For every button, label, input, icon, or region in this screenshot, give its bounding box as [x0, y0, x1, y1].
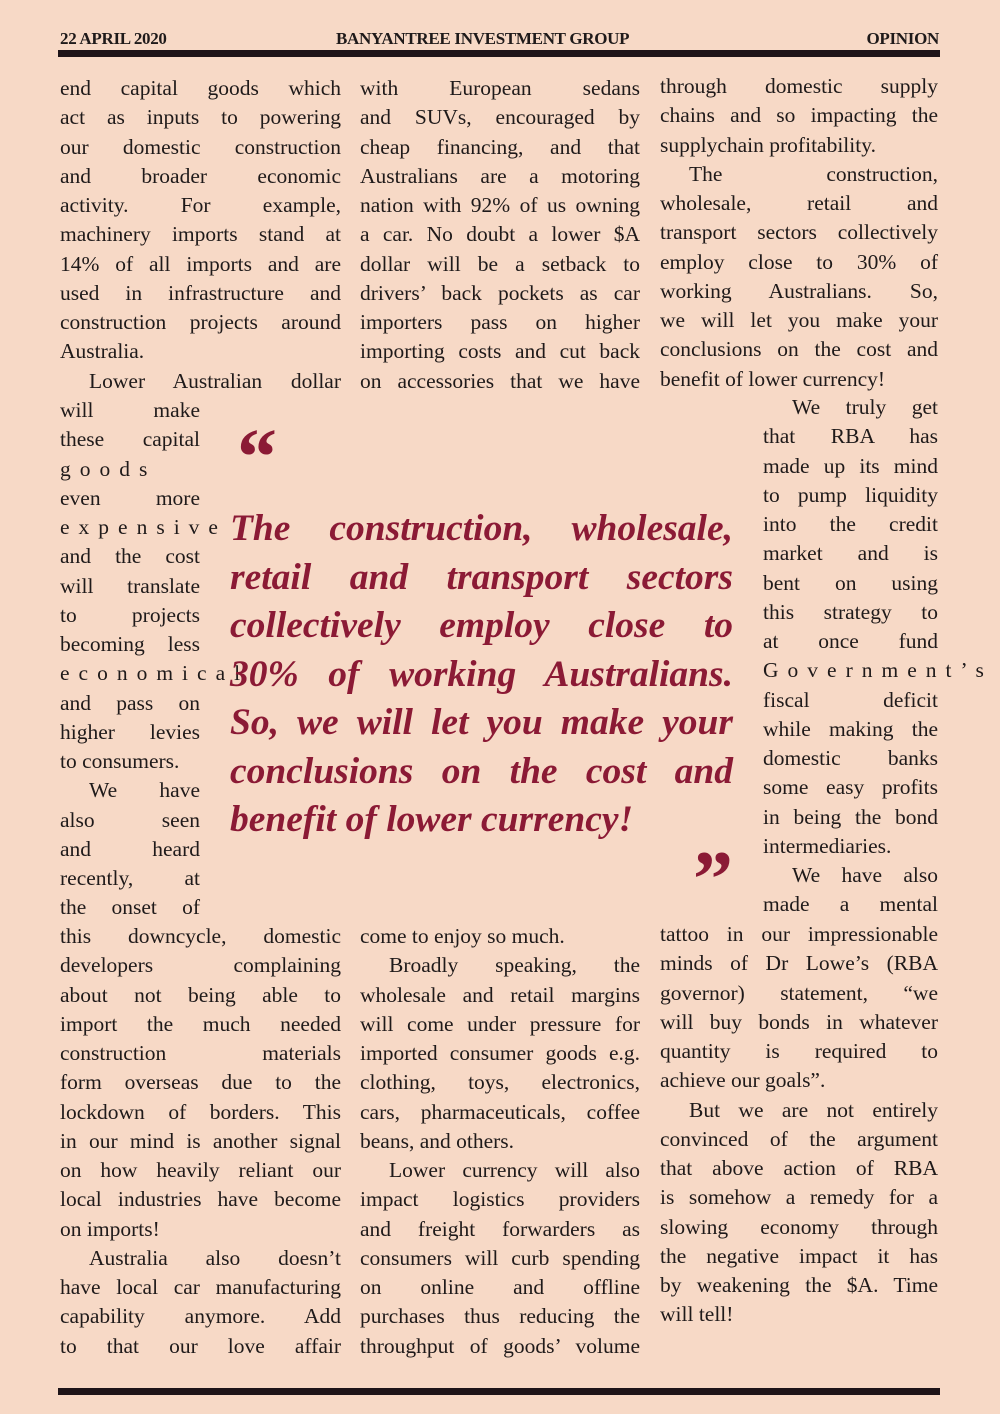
text-line: The construction,	[689, 161, 938, 186]
footer-rule	[58, 1388, 940, 1395]
text-line: the negative impact it has	[660, 1243, 938, 1268]
text-line: at once fund	[763, 629, 938, 653]
text-line: beans, and others.	[360, 1128, 515, 1153]
text-line: benefit of lower currency!	[660, 366, 886, 391]
text-line: on imports!	[60, 1216, 160, 1241]
text-line: developers complaining	[60, 953, 341, 978]
text-line: on accessories that we have	[360, 368, 640, 393]
text-line: some easy profits	[763, 775, 938, 800]
col1-bottom	[60, 922, 341, 1361]
text-line: minds of Dr Lowe’s (RBA	[660, 951, 938, 976]
text-line: to consumers.	[60, 749, 180, 773]
text-line: Government’s	[763, 658, 993, 683]
header-publication: BANYANTREE INVESTMENT GROUP	[336, 29, 630, 48]
header-rule	[58, 50, 940, 57]
text-line: to that our love affair	[60, 1333, 341, 1358]
pull-quote-line: collectively employ close to	[230, 605, 733, 646]
pull-quote-line: retail and transport sectors	[230, 556, 733, 598]
text-line: the onset of	[60, 895, 200, 920]
header-section: OPINION	[866, 29, 939, 48]
text-line: this downcycle, domestic	[60, 924, 341, 948]
text-line: goods	[60, 456, 157, 481]
text-line: We have	[89, 778, 200, 803]
text-line: recently, at	[60, 866, 200, 890]
text-line: employ close to 30% of	[660, 249, 938, 274]
text-line: importers pass on higher	[360, 310, 640, 334]
text-line: in being the bond	[763, 804, 938, 829]
text-line: consumers will curb spending	[360, 1245, 640, 1270]
text-line: lockdown of borders. This	[60, 1099, 341, 1124]
text-line: domestic banks	[763, 746, 938, 770]
text-line: construction materials	[60, 1041, 341, 1065]
pull-quote	[230, 505, 733, 845]
text-line: will make	[60, 398, 200, 422]
text-line: import the much needed	[60, 1011, 341, 1036]
text-line: We have also	[792, 863, 938, 887]
text-line: we will let you make your	[660, 308, 938, 332]
col2-bottom	[360, 922, 640, 1361]
pull-quote-line: benefit of lower currency!	[230, 799, 634, 840]
text-line: wholesale and retail margins	[360, 982, 640, 1007]
text-line: working Australians. So,	[660, 278, 938, 303]
text-line: intermediaries.	[763, 833, 892, 858]
text-line: through domestic supply	[660, 74, 938, 98]
text-line: Lower Australian dollar	[89, 368, 341, 393]
text-line: conclusions on the cost and	[660, 337, 938, 362]
text-line: and the cost	[60, 544, 200, 569]
text-line: importing costs and cut back	[360, 339, 640, 364]
text-line: impact logistics providers	[360, 1187, 640, 1212]
text-line: nation with 92% of us owning	[360, 193, 640, 217]
text-line: imported consumer goods e.g.	[360, 1041, 640, 1065]
text-line: end capital goods which	[60, 76, 341, 100]
col1-mid	[60, 396, 250, 923]
text-line: will tell!	[660, 1302, 734, 1327]
text-line: have local car manufacturing	[60, 1275, 341, 1299]
text-line: act as inputs to powering	[60, 105, 341, 130]
text-line: and heard	[60, 836, 200, 861]
text-line: convinced of the argument	[660, 1126, 938, 1151]
text-line: will buy bonds in whatever	[660, 1009, 938, 1034]
text-line: activity. For example,	[60, 193, 341, 217]
text-line: Australia.	[60, 339, 145, 364]
text-line: slowing economy through	[660, 1214, 938, 1239]
text-line: bent on using	[763, 570, 938, 595]
text-line: while making the	[763, 716, 938, 741]
text-line: supplychain profitability.	[660, 132, 876, 157]
text-line: a car. No doubt a lower $A	[360, 222, 640, 247]
text-line: fiscal deficit	[763, 687, 938, 712]
text-line: cheap financing, and that	[360, 134, 640, 159]
text-line: that RBA has	[763, 424, 938, 449]
text-line: our domestic construction	[60, 134, 341, 159]
text-line: this strategy to	[763, 599, 938, 624]
text-line: construction projects around	[60, 310, 341, 334]
pull-quote-line: conclusions on the cost and	[230, 750, 733, 792]
text-line: clothing, toys, electronics,	[360, 1070, 640, 1095]
col2-top	[360, 74, 640, 396]
text-line: on how heavily reliant our	[60, 1158, 341, 1182]
text-line: in our mind is another signal	[60, 1128, 341, 1153]
text-line: and freight forwarders as	[360, 1216, 640, 1241]
text-line: is somehow a remedy for a	[660, 1185, 938, 1210]
text-line: these capital	[60, 427, 200, 452]
text-line: machinery imports stand at	[60, 222, 341, 247]
text-line: and broader economic	[60, 163, 341, 188]
text-line: also seen	[60, 807, 200, 832]
col1-top	[60, 74, 341, 396]
close-quote-mark: ”	[693, 836, 733, 924]
text-line: drivers’ back pockets as car	[360, 280, 640, 305]
text-line: expensive	[60, 515, 227, 539]
pull-quote-line: 30% of working Australians.	[230, 653, 733, 695]
col3-top	[660, 72, 938, 394]
text-line: market and is	[763, 541, 938, 566]
text-line: to projects	[60, 602, 200, 627]
text-line: higher levies	[60, 719, 200, 744]
text-line: We truly get	[792, 395, 938, 419]
header-date: 22 APRIL 2020	[60, 29, 167, 48]
text-line: economical	[60, 661, 250, 686]
text-line: Australia also doesn’t	[89, 1245, 341, 1270]
text-line: transport sectors collectively	[660, 220, 938, 245]
text-line: achieve our goals”.	[660, 1068, 826, 1093]
text-line: that above action of RBA	[660, 1156, 938, 1180]
col3-mid	[763, 393, 993, 920]
text-line: on online and offline	[360, 1275, 640, 1299]
text-line: But we are not entirely	[689, 1097, 938, 1122]
text-line: chains and so impacting the	[660, 103, 938, 128]
text-line: Broadly speaking, the	[389, 953, 640, 978]
text-line: will translate	[60, 573, 200, 598]
text-line: made a mental	[763, 892, 938, 917]
text-line: Australians are a motoring	[360, 163, 640, 188]
text-line: come to enjoy so much.	[360, 924, 565, 948]
text-line: throughput of goods’ volume	[360, 1333, 640, 1358]
text-line: cars, pharmaceuticals, coffee	[360, 1099, 640, 1124]
text-line: to pump liquidity	[763, 482, 938, 507]
text-line: form overseas due to the	[60, 1070, 341, 1095]
text-line: about not being able to	[60, 982, 341, 1007]
text-line: even more	[60, 485, 200, 510]
text-line: wholesale, retail and	[660, 191, 938, 215]
pull-quote-line: So, we will let you make your	[230, 702, 733, 743]
text-line: and SUVs, encouraged by	[360, 105, 640, 130]
text-line: becoming less	[60, 632, 200, 656]
text-line: tattoo in our impressionable	[660, 922, 938, 946]
text-line: dollar will be a setback to	[360, 251, 640, 276]
col3-bottom	[660, 920, 938, 1330]
text-line: with European sedans	[360, 76, 640, 100]
text-line: made up its mind	[763, 453, 938, 478]
text-line: into the credit	[763, 512, 938, 536]
open-quote-mark: “	[237, 414, 277, 502]
text-line: capability anymore. Add	[60, 1304, 341, 1329]
text-line: 14% of all imports and are	[60, 251, 341, 276]
text-line: governor) statement, “we	[660, 980, 938, 1005]
text-line: used in infrastructure and	[60, 280, 341, 305]
text-line: by weakening the $A. Time	[660, 1273, 938, 1297]
text-line: Lower currency will also	[389, 1158, 640, 1182]
text-line: and pass on	[60, 690, 200, 715]
pull-quote-line: The construction, wholesale,	[230, 508, 733, 549]
text-line: quantity is required to	[660, 1039, 938, 1063]
text-line: purchases thus reducing the	[360, 1304, 640, 1329]
text-line: local industries have become	[60, 1187, 341, 1212]
text-line: will come under pressure for	[360, 1011, 640, 1036]
